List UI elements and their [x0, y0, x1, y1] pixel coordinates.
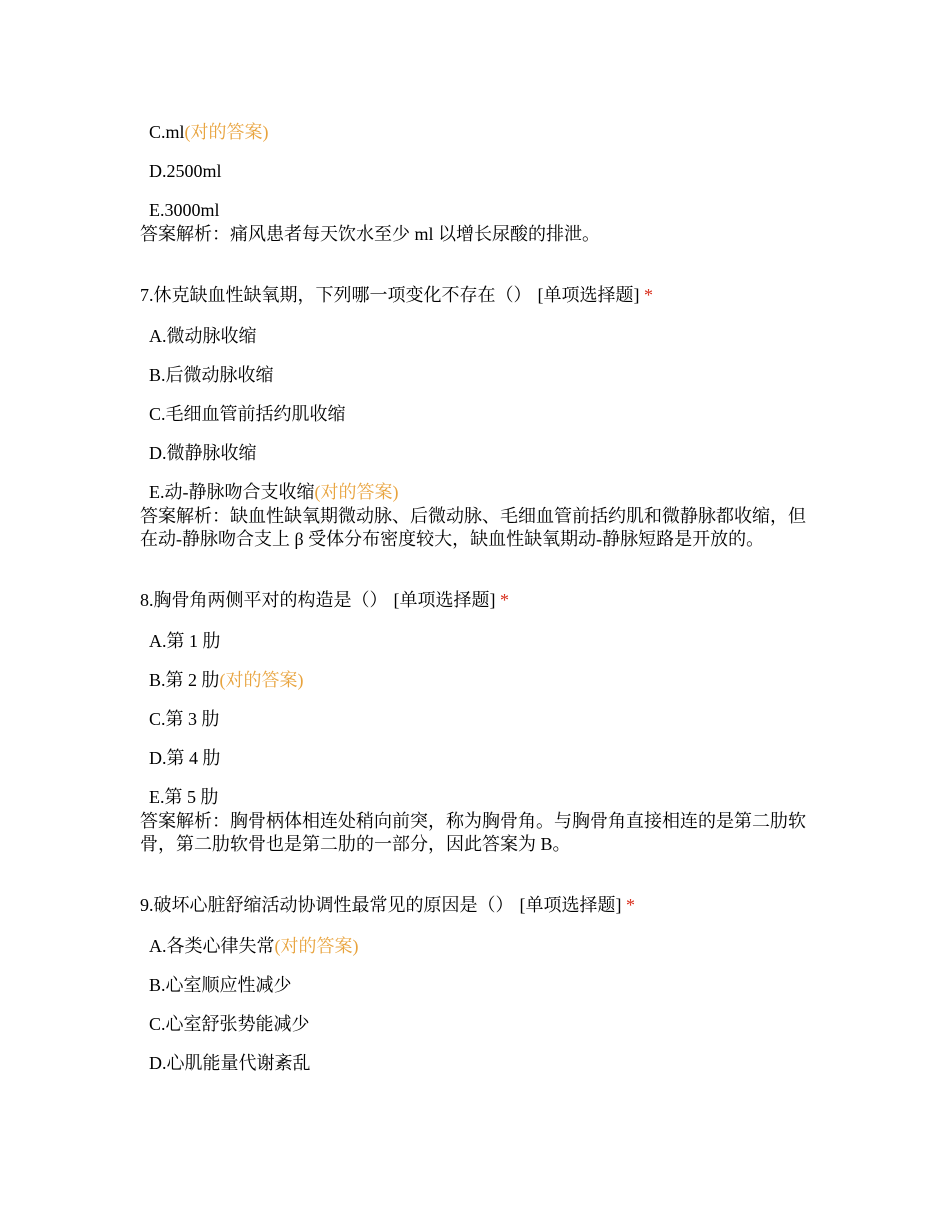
- option-c: C.ml(对的答案): [149, 122, 269, 142]
- correct-answer-tag: (对的答案): [184, 122, 269, 142]
- option-d: D.2500ml: [149, 161, 222, 181]
- option-d: D.微静脉收缩: [149, 443, 257, 463]
- required-marker: *: [626, 895, 635, 915]
- option-c: C.第 3 肋: [149, 709, 220, 729]
- question-block-6: [140, 119, 820, 246]
- option-a: A.各类心律失常(对的答案): [149, 936, 359, 956]
- option-b: B.后微动脉收缩: [149, 365, 274, 385]
- answer-explanation: 答案解析：胸骨柄体相连处稍向前突，称为胸骨角。与胸骨角直接相连的是第二肋软骨，第二肋软骨也是第二肋的一部分，因此答案为 B。: [140, 811, 806, 854]
- option-b: B.心室顺应性减少: [149, 975, 292, 995]
- required-marker: *: [500, 590, 509, 610]
- option-a: A.第 1 肋: [149, 631, 221, 651]
- question-type: [单项选择题]: [393, 590, 496, 610]
- required-marker: *: [644, 285, 653, 305]
- question-title: 9.破坏心脏舒缩活动协调性最常见的原因是（） [单项选择题] *: [140, 895, 635, 915]
- correct-answer-tag: (对的答案): [219, 670, 304, 690]
- option-a: A.微动脉收缩: [149, 326, 257, 346]
- option-c: C.毛细血管前括约肌收缩: [149, 404, 346, 424]
- question-block-8: [140, 587, 820, 856]
- option-c: C.心室舒张势能减少: [149, 1014, 310, 1034]
- option-e: E.3000ml: [149, 200, 220, 220]
- option-e: E.动-静脉吻合支收缩(对的答案): [149, 482, 399, 502]
- question-title: 7.休克缺血性缺氧期，下列哪一项变化不存在（） [单项选择题] *: [140, 285, 653, 305]
- option-b: B.第 2 肋(对的答案): [149, 670, 304, 690]
- question-title: 8.胸骨角两侧平对的构造是（） [单项选择题] *: [140, 590, 509, 610]
- option-e: E.第 5 肋: [149, 787, 219, 807]
- answer-explanation: 答案解析：痛风患者每天饮水至少 ml 以增长尿酸的排泄。: [140, 224, 600, 244]
- option-d: D.心肌能量代谢紊乱: [149, 1053, 311, 1073]
- answer-explanation: 答案解析：缺血性缺氧期微动脉、后微动脉、毛细血管前括约肌和微静脉都收缩，但在动-静脉吻合支上 β 受体分布密度较大，缺血性缺氧期动-静脉短路是开放的。: [140, 506, 806, 549]
- correct-answer-tag: (对的答案): [314, 482, 399, 502]
- question-block-7: [140, 282, 820, 551]
- correct-answer-tag: (对的答案): [274, 936, 359, 956]
- question-type: [单项选择题]: [519, 895, 622, 915]
- question-type: [单项选择题]: [537, 285, 640, 305]
- question-block-9: [140, 892, 820, 1089]
- document-page: [140, 119, 820, 1089]
- option-d: D.第 4 肋: [149, 748, 221, 768]
